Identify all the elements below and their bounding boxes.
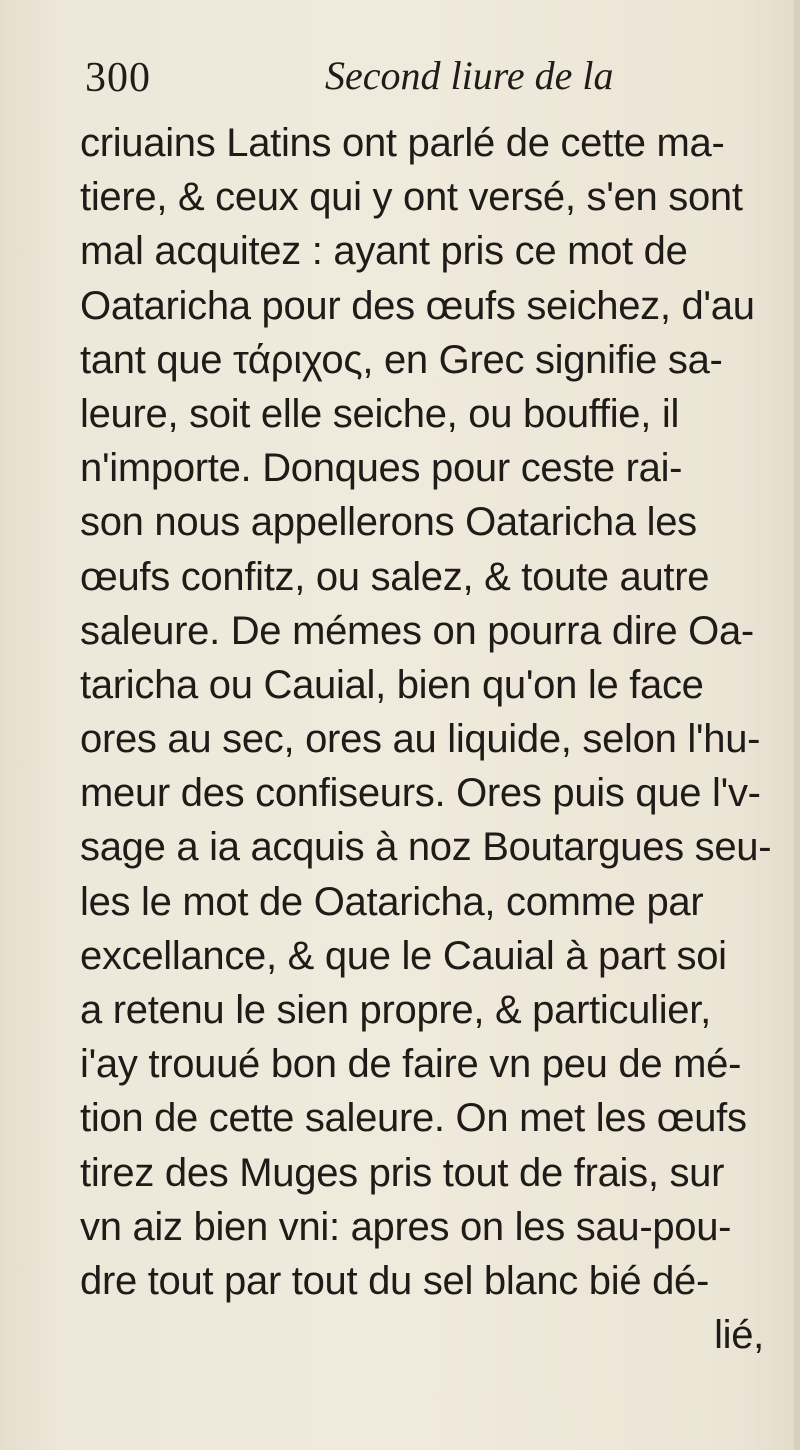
text-line: œufs confitz, ou salez, & toute autre (80, 554, 710, 599)
catchword: lié, (714, 1313, 764, 1358)
running-head (85, 48, 725, 108)
text-line: Oataricha pour des œufs seichez, d'au (80, 283, 755, 328)
text-line: vn aiz bien vni: apres on les sau-pou- (80, 1204, 732, 1249)
text-line: n'importe. Donques pour ceste rai- (80, 446, 683, 491)
body-text (80, 116, 770, 1362)
text-line: tion de cette saleure. On met les œufs (80, 1096, 747, 1141)
text-line: les le mot de Oataricha, comme par (80, 879, 704, 924)
text-line: leure, soit elle seiche, ou bouffie, il (80, 391, 680, 436)
text-line: sage a ia acquis à noz Boutargues seu- (80, 825, 772, 870)
text-line: son nous appellerons Oataricha les (80, 500, 697, 545)
text-line: tant que τάριχος, en Grec signifie sa- (80, 337, 723, 382)
running-title: Second liure de la (325, 53, 614, 98)
page-number: 300 (85, 55, 151, 101)
text-line: tirez des Muges pris tout de frais, sur (80, 1150, 725, 1195)
text-line: mal acquitez : ayant pris ce mot de (80, 229, 688, 274)
text-line: taricha ou Cauial, bien qu'on le face (80, 662, 704, 707)
text-line: ores au sec, ores au liquide, selon l'hu- (80, 717, 761, 762)
text-line: meur des confiseurs. Ores puis que l'v- (80, 771, 761, 816)
text-line: criuains Latins ont parlé de cette ma- (80, 121, 725, 165)
text-line: i'ay trouué bon de faire vn peu de mé- (80, 1042, 742, 1087)
page-edge (794, 0, 800, 1450)
text-line: tiere, & ceux qui y ont versé, s'en sont (80, 175, 743, 220)
text-line: excellance, & que le Cauial à part soi (80, 933, 727, 978)
text-line: saleure. De mémes on pourra dire Oa- (80, 608, 754, 653)
text-line: dre tout par tout du sel blanc bié dé- (80, 1258, 710, 1303)
text-line: a retenu le sien propre, & particulier, (80, 988, 711, 1032)
